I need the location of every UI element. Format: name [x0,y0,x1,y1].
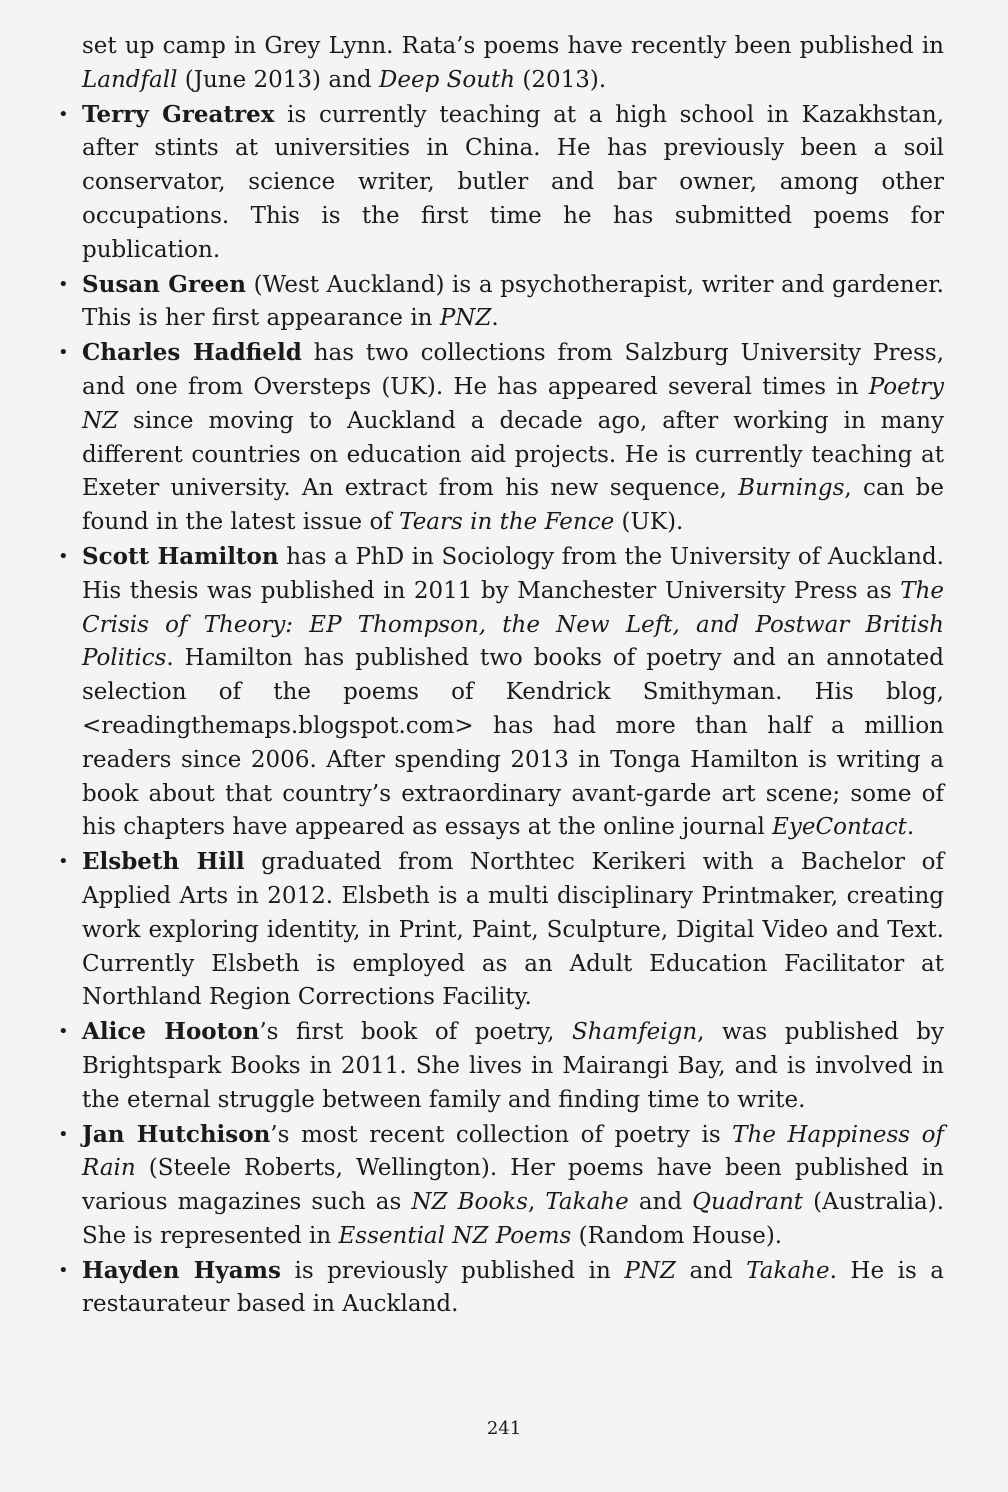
text: is currently teaching at a high school in Kazakhstan, after stints at universities in China. He has previously been a soil conservator, science writer, butler and bar owner, among other occupations. This is the first time he has submitted poems for publication. [82,101,944,263]
bio-entry-hayden-hyams [58,1254,944,1323]
contributor-name: Susan Green [82,270,246,298]
contributor-name: Hayden Hyams [82,1256,281,1284]
bio-entry-alice-hooton [58,1015,944,1117]
bio-entry-charles-hadfield [58,336,944,540]
bio-entry-jan-hutchison [58,1118,944,1254]
text: , [527,1189,546,1216]
text: graduated from Northtec Kerikeri with a Bachelor of Applied Arts in 2012. Elsbeth is a multi disciplinary Printmaker, creating work exploring identity, in Print, Paint, Sculpture, Digital Video and Text. Currently Elsbeth is employed as an Adult Education Facilitator at Northland Region Corrections Facility. [82,849,944,1011]
text: (West Auckland) is a psychotherapist, writer and gardener. This is her first appearance in [82,271,944,332]
text: . He is a restaurateur based in Auckland. [82,1257,945,1318]
title-italic: Takahe [746,1257,830,1284]
text: (Random House). [571,1222,783,1249]
text: ’s first book of poetry, [259,1019,573,1046]
title-italic: Burnings [738,475,845,502]
text: and [675,1257,747,1284]
page-number: 241 [486,1418,522,1439]
text: . [491,305,499,332]
bio-list [58,98,944,1323]
text: (June 2013) and [177,66,379,93]
title-italic: Tears in the Fence [399,509,615,536]
title-italic: Takahe [545,1189,629,1216]
title-italic: NZ Books [411,1189,528,1216]
contributor-name: Charles Hadfield [82,339,302,367]
title-italic: Deep South [378,66,516,93]
text: and [628,1189,693,1216]
contributor-name: Scott Hamilton [82,542,279,570]
text: has a PhD in Sociology from the University of Auckland. His thesis was published in 2011 by Manchester University Press as [82,543,944,604]
title-italic: Quadrant [692,1189,804,1216]
title-italic: Shamfeign [572,1019,698,1046]
bullet-icon: • [58,342,69,364]
bullet-icon: • [58,545,69,567]
text: (Australia). She is represented in [82,1189,945,1249]
bio-entry-susan-green [58,268,944,337]
bullet-icon: • [58,1259,69,1281]
title-italic: Landfall [82,66,178,93]
bio-entry-scott-hamilton [58,540,944,845]
contributor-name: Terry Greatrex [82,100,275,128]
text: , was published by Brightspark Books in 2011. She lives in Mairangi Bay, and is involved in the eternal struggle between family and finding time to write. [82,1019,944,1113]
text: set up camp in Grey Lynn. Rata’s poems have recently been published in [82,33,944,59]
text: has two collections from Salzburg University Press, and one from Oversteps (UK). He has appeared several times in [82,340,945,400]
text: . Hamilton has published two books of poetry and an annotated selection of the poems of Kendrick Smithyman. His blog, <readingthemaps.blogspot.com> has had more than half a million readers since 2006. After spending 2013 in Tonga Hamilton is writing a book about that country’s extraordinary avant-garde art scene; some of his chapters have appeared as essays at the online journal [82,645,944,841]
bullet-icon: • [58,1021,69,1043]
contributors-notes [58,30,944,1322]
title-italic: The Crisis of Theory: EP Thompson, the New Left, and Postwar British Politics [82,577,944,672]
title-italic: PNZ [624,1257,676,1284]
text: is previously published in [280,1257,625,1284]
contributor-name: Elsbeth Hill [82,848,245,876]
text: (2013). [515,66,607,93]
text: (Steele Roberts, Wellington). Her poems have been published in various magazines such as [82,1155,944,1216]
bullet-icon: • [58,851,69,873]
title-italic: The Happiness of Rain [82,1121,944,1182]
text: (UK). [614,509,684,536]
bio-entry-elsbeth-hill [58,845,944,1015]
title-italic: PNZ [439,305,492,332]
carryover-paragraph [58,30,944,98]
bullet-icon: • [58,103,69,125]
text: . [906,814,915,841]
text: since moving to Auckland a decade ago, after working in many different countries on education aid projects. He is currently teaching at Exeter university. An extract from his new sequence, [82,407,944,502]
title-italic: Poetry NZ [82,373,944,434]
contributor-name: Jan Hutchison [82,1120,271,1148]
bullet-icon: • [58,273,69,295]
text: ’s most recent collection of poetry is [270,1121,733,1148]
title-italic: Essential NZ Poems [338,1222,572,1249]
title-italic: EyeContact [772,814,907,841]
contributor-name: Alice Hooton [82,1018,260,1046]
bullet-icon: • [58,1123,69,1145]
text: , can be found in the latest issue of [82,475,944,536]
bio-entry-terry-greatrex [58,98,944,268]
